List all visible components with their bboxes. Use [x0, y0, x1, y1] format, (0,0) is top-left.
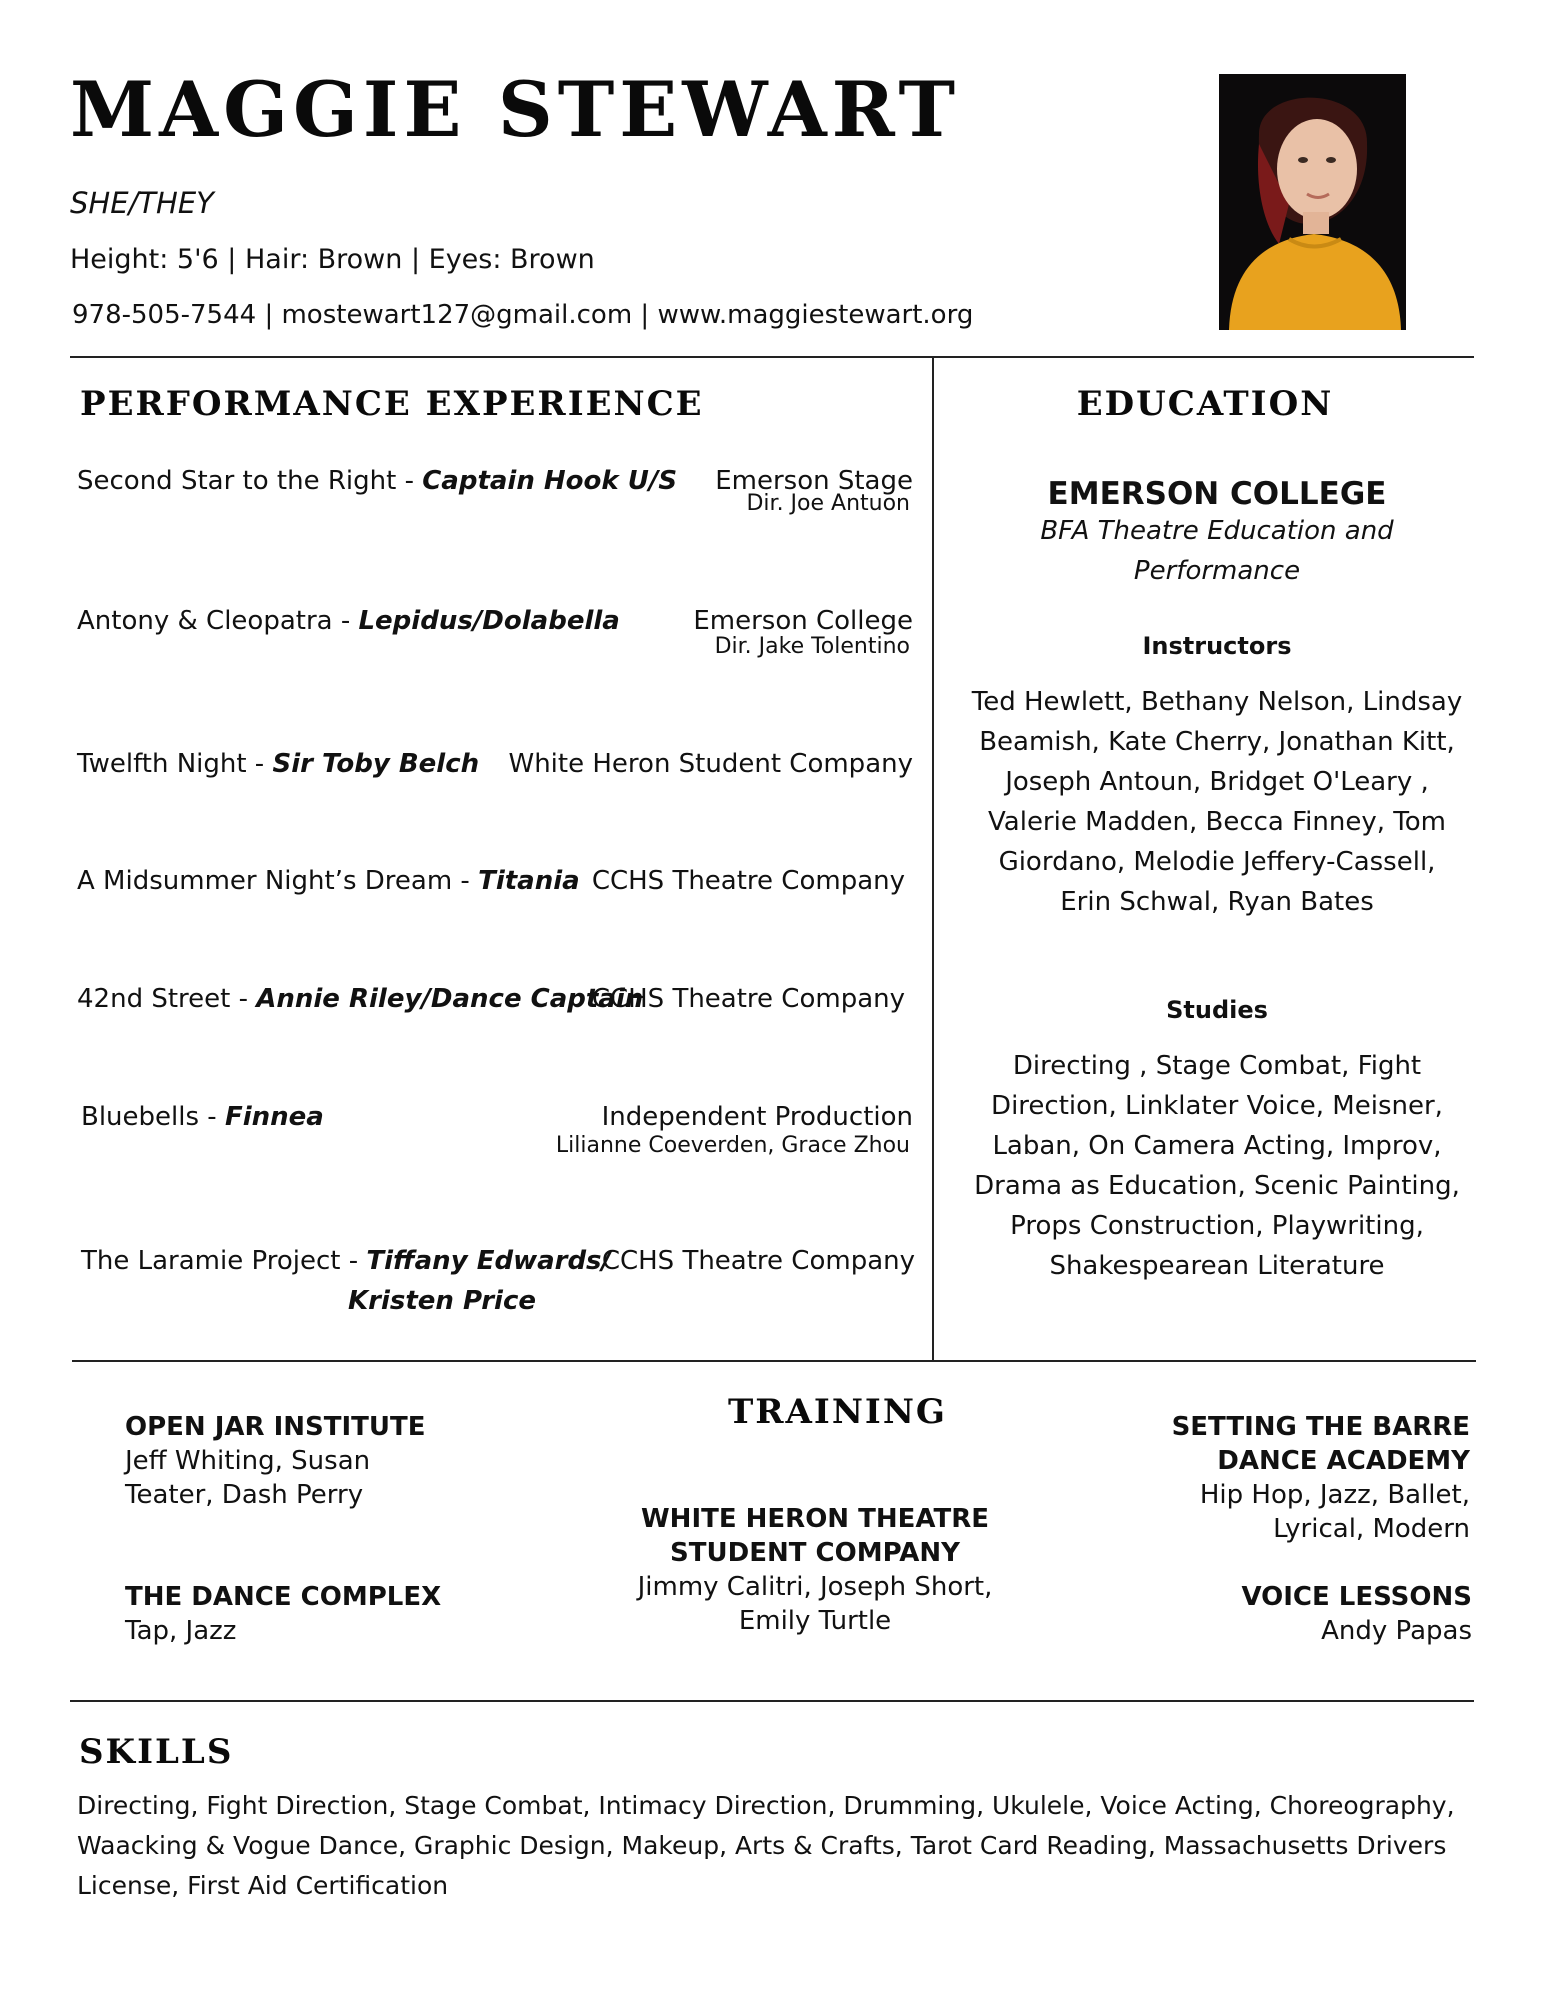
instructors-line: Giordano, Melodie Jeffery-Cassell, [998, 847, 1436, 877]
training-details: Teater, Dash Perry [125, 1480, 364, 1510]
studies-list [952, 1046, 1482, 1286]
instructors-line: Valerie Madden, Becca Finney, Tom [988, 807, 1446, 837]
column-divider [932, 356, 934, 1360]
instructors-title: Instructors [1142, 632, 1292, 660]
instructors-line: Joseph Antoun, Bridget O'Leary , [1005, 767, 1429, 797]
pronouns: SHE/THEY [70, 186, 214, 220]
performance-director: Dir. Joe Antuon [746, 491, 910, 516]
instructors-list [952, 682, 1482, 922]
resume-name: MAGGIE STEWART [70, 65, 961, 154]
instructors-line: Beamish, Kate Cherry, Jonathan Kitt, [979, 727, 1455, 757]
training-barre [1172, 1410, 1470, 1546]
studies-line: Drama as Education, Scenic Painting, [974, 1171, 1460, 1201]
headshot-photo [1219, 74, 1406, 330]
skills-divider [70, 1700, 1474, 1702]
training-details: Jeff Whiting, Susan [125, 1446, 371, 1476]
skills-title: SKILLS [79, 1732, 234, 1772]
training-details: Jimmy Calitri, Joseph Short, [637, 1572, 993, 1602]
headshot-illustration [1219, 74, 1406, 330]
training-school: STUDENT COMPANY [670, 1538, 960, 1568]
performance-company: CCHS Theatre Company [601, 1246, 915, 1276]
performance-item: 42nd Street - Annie Riley/Dance Captain [77, 984, 644, 1014]
performance-item: Twelfth Night - Sir Toby Belch [77, 749, 480, 779]
training-open-jar [125, 1410, 426, 1512]
training-school: WHITE HERON THEATRE [641, 1504, 989, 1534]
skills-list [77, 1786, 1455, 1906]
training-details: Andy Papas [1321, 1616, 1472, 1646]
performance-title: PERFORMANCE EXPERIENCE [80, 384, 704, 424]
training-school: VOICE LESSONS [1241, 1582, 1472, 1612]
training-divider [72, 1360, 1476, 1362]
performance-company: CCHS Theatre Company [591, 866, 905, 896]
contact-info: 978-505-7544 | mostewart127@gmail.com | www.maggiestewart.org [72, 300, 974, 330]
performance-director: Dir. Jake Tolentino [714, 634, 910, 659]
degree-line-1: BFA Theatre Education and [1040, 516, 1394, 546]
skills-line: License, First Aid Certification [77, 1871, 449, 1900]
training-dance-complex [125, 1580, 441, 1648]
physical-stats: Height: 5'6 | Hair: Brown | Eyes: Brown [70, 244, 595, 275]
studies-line: Laban, On Camera Acting, Improv, [992, 1131, 1442, 1161]
instructors-line: Ted Hewlett, Bethany Nelson, Lindsay [971, 687, 1463, 717]
training-white-heron [590, 1502, 1040, 1638]
training-school: THE DANCE COMPLEX [125, 1582, 442, 1612]
studies-line: Shakespearean Literature [1049, 1251, 1385, 1281]
performance-company: Emerson Stage [715, 466, 913, 496]
performance-company: Independent Production [601, 1102, 913, 1132]
training-school: OPEN JAR INSTITUTE [125, 1412, 426, 1442]
training-details: Lyrical, Modern [1273, 1514, 1470, 1544]
education-title: EDUCATION [1076, 384, 1334, 424]
training-title: TRAINING [728, 1392, 947, 1432]
studies-line: Props Construction, Playwriting, [1010, 1211, 1424, 1241]
training-details: Tap, Jazz [125, 1616, 237, 1646]
performance-director: Lilianne Coeverden, Grace Zhou [555, 1133, 910, 1158]
training-voice [1241, 1580, 1472, 1648]
performance-item: A Midsummer Night’s Dream - Titania [77, 866, 580, 896]
school-name: EMERSON COLLEGE [1047, 476, 1387, 512]
studies-line: Directing , Stage Combat, Fight [1012, 1051, 1422, 1081]
performance-company: Emerson College [693, 606, 913, 636]
training-details: Hip Hop, Jazz, Ballet, [1199, 1480, 1470, 1510]
performance-item: The Laramie Project - Tiffany Edwards/ [81, 1246, 612, 1276]
performance-company: White Heron Student Company [508, 749, 913, 779]
training-school: DANCE ACADEMY [1217, 1446, 1470, 1476]
performance-company: CCHS Theatre Company [591, 984, 905, 1014]
header-divider [70, 356, 1474, 358]
degree-line-2: Performance [1133, 556, 1301, 586]
instructors-line: Erin Schwal, Ryan Bates [1060, 887, 1374, 917]
skills-line: Directing, Fight Direction, Stage Combat, Intimacy Direction, Drumming, Ukulele, Voice Acting, Choreography, [77, 1791, 1455, 1820]
skills-line: Waacking & Vogue Dance, Graphic Design, Makeup, Arts & Crafts, Tarot Card Reading, Massachusetts Drivers [77, 1831, 1447, 1860]
performance-item: Second Star to the Right - Captain Hook U/S [77, 466, 678, 496]
training-details: Emily Turtle [738, 1606, 892, 1636]
performance-role-continued: Kristen Price [348, 1286, 537, 1316]
performance-item: Antony & Cleopatra - Lepidus/Dolabella [77, 606, 620, 636]
studies-line: Direction, Linklater Voice, Meisner, [991, 1091, 1443, 1121]
performance-item: Bluebells - Finnea [81, 1102, 324, 1132]
training-school: SETTING THE BARRE [1171, 1412, 1470, 1442]
studies-title: Studies [1166, 996, 1268, 1024]
